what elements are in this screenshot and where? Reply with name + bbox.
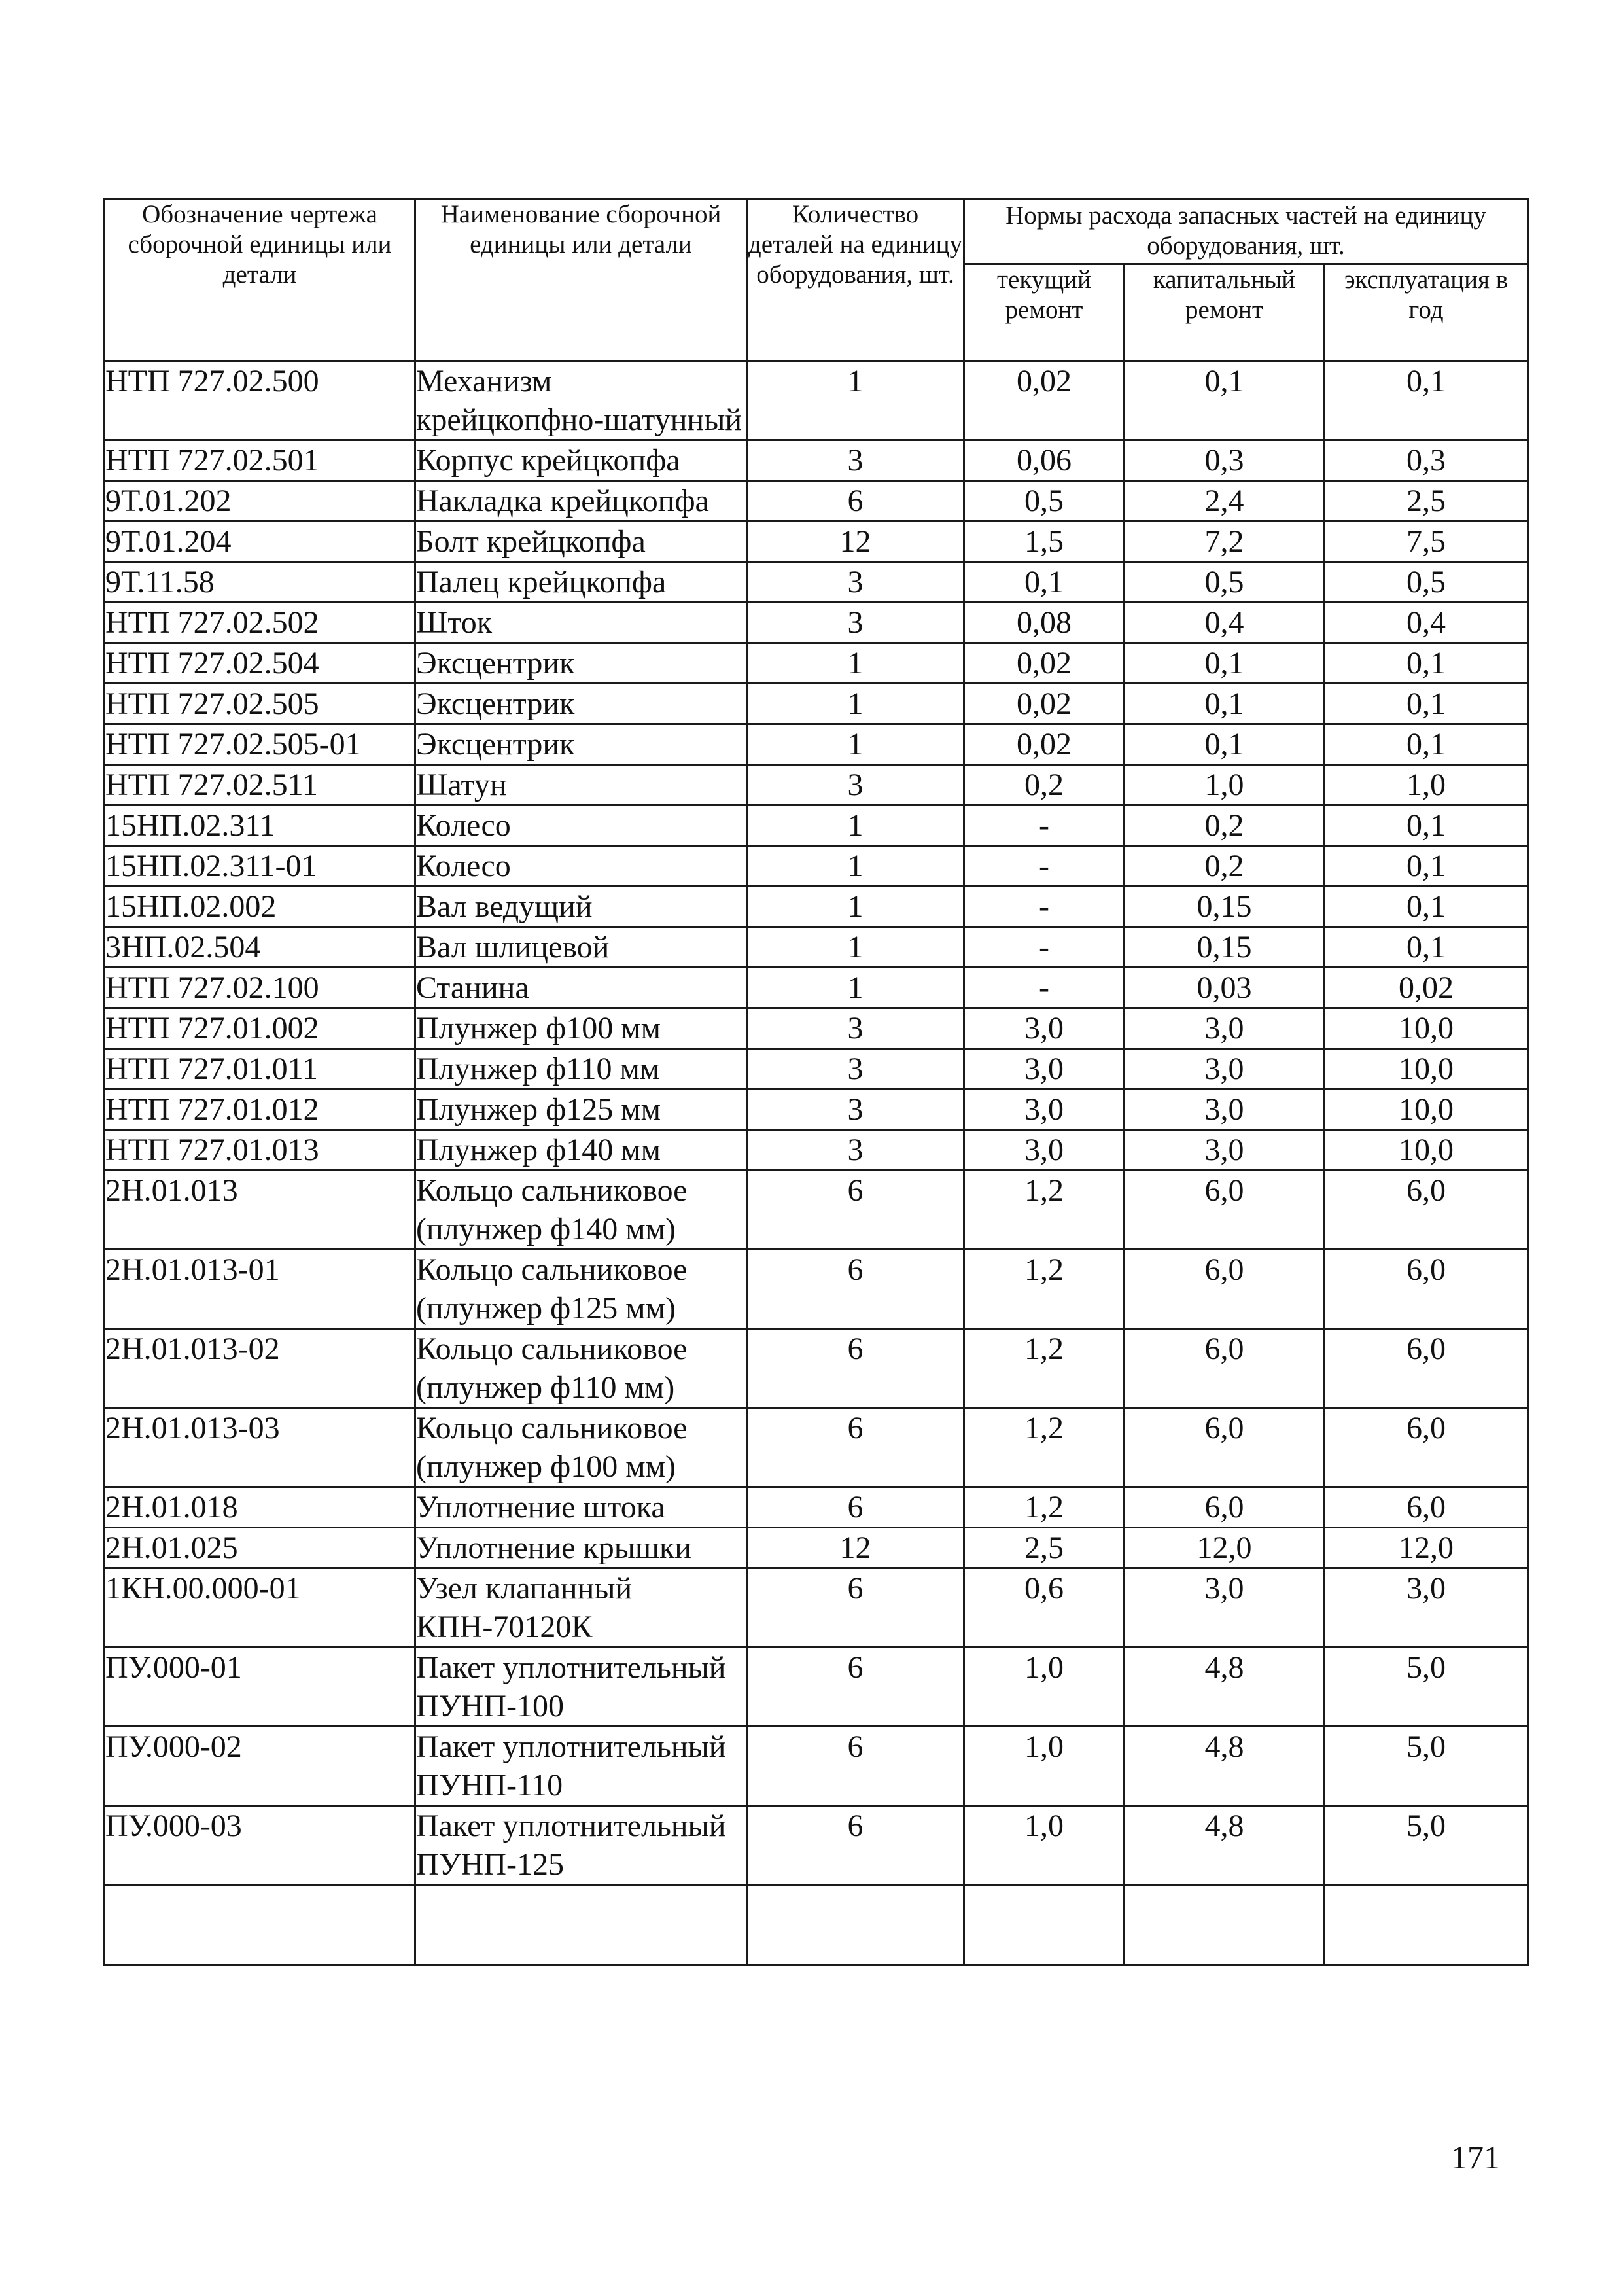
header-operation-year: эксплуатация в год — [1325, 264, 1528, 361]
operation-year-cell: 5,0 — [1325, 1648, 1528, 1727]
capital-repair-cell: 4,8 — [1125, 1727, 1325, 1806]
code-cell: НТП 727.01.011 — [105, 1049, 415, 1089]
operation-year-cell: 1,0 — [1325, 765, 1528, 805]
table-row — [105, 440, 1528, 481]
operation-year-cell: 0,4 — [1325, 603, 1528, 643]
current-repair-cell: 0,02 — [964, 684, 1125, 724]
name-cell: Эксцентрик — [415, 684, 747, 724]
empty-cell — [105, 1885, 415, 1966]
table-row — [105, 968, 1528, 1008]
table-row — [105, 1487, 1528, 1528]
capital-repair-cell: 6,0 — [1125, 1408, 1325, 1487]
qty-cell: 6 — [747, 1487, 964, 1528]
code-cell: ПУ.000-03 — [105, 1806, 415, 1885]
current-repair-cell: 0,08 — [964, 603, 1125, 643]
spare-parts-table — [103, 198, 1529, 1966]
operation-year-cell: 0,1 — [1325, 887, 1528, 927]
empty-cell — [1325, 1885, 1528, 1966]
capital-repair-cell: 0,1 — [1125, 361, 1325, 440]
current-repair-cell: 1,0 — [964, 1806, 1125, 1885]
name-cell: Кольцо сальниковое (плунжер ф140 мм) — [415, 1171, 747, 1250]
current-repair-cell: 0,06 — [964, 440, 1125, 481]
operation-year-cell: 5,0 — [1325, 1727, 1528, 1806]
table-row — [105, 361, 1528, 440]
code-cell: ПУ.000-01 — [105, 1648, 415, 1727]
capital-repair-cell: 0,15 — [1125, 887, 1325, 927]
code-cell: НТП 727.02.501 — [105, 440, 415, 481]
table-row — [105, 1049, 1528, 1089]
qty-cell: 6 — [747, 481, 964, 521]
name-cell: Плунжер ф100 мм — [415, 1008, 747, 1049]
table-row — [105, 846, 1528, 887]
header-capital-repair: капитальный ремонт — [1125, 264, 1325, 361]
current-repair-cell: 3,0 — [964, 1130, 1125, 1171]
qty-cell: 3 — [747, 562, 964, 603]
operation-year-cell: 7,5 — [1325, 521, 1528, 562]
operation-year-cell: 10,0 — [1325, 1130, 1528, 1171]
capital-repair-cell: 0,3 — [1125, 440, 1325, 481]
qty-cell: 3 — [747, 1008, 964, 1049]
header-qty: Количество деталей на единицу оборудования, шт. — [747, 199, 964, 361]
qty-cell: 1 — [747, 724, 964, 765]
capital-repair-cell: 4,8 — [1125, 1648, 1325, 1727]
current-repair-cell: 3,0 — [964, 1008, 1125, 1049]
name-cell: Пакет уплотнительный ПУНП-125 — [415, 1806, 747, 1885]
code-cell: 15НП.02.002 — [105, 887, 415, 927]
capital-repair-cell: 6,0 — [1125, 1329, 1325, 1408]
current-repair-cell: 3,0 — [964, 1049, 1125, 1089]
table-row — [105, 887, 1528, 927]
operation-year-cell: 0,1 — [1325, 846, 1528, 887]
current-repair-cell: 0,1 — [964, 562, 1125, 603]
qty-cell: 6 — [747, 1648, 964, 1727]
code-cell: НТП 727.01.002 — [105, 1008, 415, 1049]
code-cell: 9Т.11.58 — [105, 562, 415, 603]
qty-cell: 1 — [747, 968, 964, 1008]
current-repair-cell: - — [964, 927, 1125, 968]
operation-year-cell: 6,0 — [1325, 1250, 1528, 1329]
current-repair-cell: 1,2 — [964, 1487, 1125, 1528]
operation-year-cell: 0,1 — [1325, 805, 1528, 846]
code-cell: НТП 727.02.100 — [105, 968, 415, 1008]
name-cell: Вал шлицевой — [415, 927, 747, 968]
capital-repair-cell: 0,2 — [1125, 805, 1325, 846]
operation-year-cell: 6,0 — [1325, 1329, 1528, 1408]
current-repair-cell: - — [964, 846, 1125, 887]
current-repair-cell: - — [964, 805, 1125, 846]
code-cell: 15НП.02.311-01 — [105, 846, 415, 887]
table-row — [105, 1329, 1528, 1408]
code-cell: 9Т.01.204 — [105, 521, 415, 562]
table-body — [105, 361, 1528, 1966]
header-norms-group: Нормы расхода запасных частей на единицу оборудования, шт. — [964, 199, 1528, 264]
code-cell: НТП 727.02.511 — [105, 765, 415, 805]
current-repair-cell: 1,0 — [964, 1727, 1125, 1806]
code-cell: 2Н.01.013 — [105, 1171, 415, 1250]
qty-cell: 6 — [747, 1329, 964, 1408]
operation-year-cell: 0,1 — [1325, 927, 1528, 968]
capital-repair-cell: 0,1 — [1125, 643, 1325, 684]
name-cell: Узел клапанный КПН-70120К — [415, 1568, 747, 1648]
table-row — [105, 765, 1528, 805]
qty-cell: 6 — [747, 1171, 964, 1250]
name-cell: Накладка крейцкопфа — [415, 481, 747, 521]
current-repair-cell: 1,0 — [964, 1648, 1125, 1727]
name-cell: Уплотнение штока — [415, 1487, 747, 1528]
code-cell: НТП 727.01.013 — [105, 1130, 415, 1171]
qty-cell: 1 — [747, 887, 964, 927]
empty-cell — [1125, 1885, 1325, 1966]
capital-repair-cell: 0,03 — [1125, 968, 1325, 1008]
qty-cell: 1 — [747, 927, 964, 968]
qty-cell: 3 — [747, 440, 964, 481]
table-row — [105, 1089, 1528, 1130]
capital-repair-cell: 3,0 — [1125, 1130, 1325, 1171]
qty-cell: 1 — [747, 361, 964, 440]
current-repair-cell: - — [964, 968, 1125, 1008]
current-repair-cell: 0,02 — [964, 361, 1125, 440]
table-row — [105, 1171, 1528, 1250]
operation-year-cell: 0,1 — [1325, 724, 1528, 765]
table-row — [105, 805, 1528, 846]
table-row — [105, 1727, 1528, 1806]
capital-repair-cell: 3,0 — [1125, 1049, 1325, 1089]
qty-cell: 6 — [747, 1250, 964, 1329]
current-repair-cell: 0,02 — [964, 643, 1125, 684]
name-cell: Кольцо сальниковое (плунжер ф125 мм) — [415, 1250, 747, 1329]
current-repair-cell: 2,5 — [964, 1528, 1125, 1568]
current-repair-cell: 1,2 — [964, 1171, 1125, 1250]
capital-repair-cell: 6,0 — [1125, 1487, 1325, 1528]
name-cell: Плунжер ф110 мм — [415, 1049, 747, 1089]
capital-repair-cell: 3,0 — [1125, 1089, 1325, 1130]
table-row — [105, 1528, 1528, 1568]
operation-year-cell: 6,0 — [1325, 1487, 1528, 1528]
table-row — [105, 603, 1528, 643]
code-cell: 1КН.00.000-01 — [105, 1568, 415, 1648]
qty-cell: 6 — [747, 1806, 964, 1885]
current-repair-cell: 1,2 — [964, 1329, 1125, 1408]
code-cell: НТП 727.02.505-01 — [105, 724, 415, 765]
name-cell: Кольцо сальниковое (плунжер ф110 мм) — [415, 1329, 747, 1408]
name-cell: Эксцентрик — [415, 643, 747, 684]
qty-cell: 3 — [747, 1089, 964, 1130]
name-cell: Пакет уплотнительный ПУНП-110 — [415, 1727, 747, 1806]
capital-repair-cell: 6,0 — [1125, 1171, 1325, 1250]
table-header — [105, 199, 1528, 361]
empty-cell — [964, 1885, 1125, 1966]
table-row — [105, 521, 1528, 562]
operation-year-cell: 6,0 — [1325, 1171, 1528, 1250]
table-row — [105, 1250, 1528, 1329]
operation-year-cell: 0,3 — [1325, 440, 1528, 481]
capital-repair-cell: 3,0 — [1125, 1568, 1325, 1648]
page-number: 171 — [1451, 2139, 1500, 2176]
operation-year-cell: 0,1 — [1325, 643, 1528, 684]
table-row — [105, 1806, 1528, 1885]
current-repair-cell: 0,02 — [964, 724, 1125, 765]
operation-year-cell: 12,0 — [1325, 1528, 1528, 1568]
capital-repair-cell: 1,0 — [1125, 765, 1325, 805]
name-cell: Палец крейцкопфа — [415, 562, 747, 603]
operation-year-cell: 3,0 — [1325, 1568, 1528, 1648]
current-repair-cell: 0,5 — [964, 481, 1125, 521]
table-row — [105, 481, 1528, 521]
table-row-empty — [105, 1885, 1528, 1966]
code-cell: 15НП.02.311 — [105, 805, 415, 846]
name-cell: Шатун — [415, 765, 747, 805]
qty-cell: 3 — [747, 603, 964, 643]
name-cell: Вал ведущий — [415, 887, 747, 927]
name-cell: Уплотнение крышки — [415, 1528, 747, 1568]
qty-cell: 6 — [747, 1568, 964, 1648]
table-row — [105, 1648, 1528, 1727]
qty-cell: 1 — [747, 684, 964, 724]
operation-year-cell: 6,0 — [1325, 1408, 1528, 1487]
table-row — [105, 1008, 1528, 1049]
capital-repair-cell: 3,0 — [1125, 1008, 1325, 1049]
code-cell: 2Н.01.025 — [105, 1528, 415, 1568]
current-repair-cell: 0,2 — [964, 765, 1125, 805]
qty-cell: 12 — [747, 521, 964, 562]
capital-repair-cell: 4,8 — [1125, 1806, 1325, 1885]
table-row — [105, 1568, 1528, 1648]
qty-cell: 1 — [747, 643, 964, 684]
current-repair-cell: 1,2 — [964, 1250, 1125, 1329]
code-cell: ПУ.000-02 — [105, 1727, 415, 1806]
operation-year-cell: 10,0 — [1325, 1089, 1528, 1130]
operation-year-cell: 0,1 — [1325, 361, 1528, 440]
operation-year-cell: 2,5 — [1325, 481, 1528, 521]
qty-cell: 3 — [747, 1049, 964, 1089]
qty-cell: 12 — [747, 1528, 964, 1568]
current-repair-cell: 0,6 — [964, 1568, 1125, 1648]
capital-repair-cell: 6,0 — [1125, 1250, 1325, 1329]
qty-cell: 3 — [747, 1130, 964, 1171]
name-cell: Кольцо сальниковое (плунжер ф100 мм) — [415, 1408, 747, 1487]
qty-cell: 6 — [747, 1408, 964, 1487]
qty-cell: 1 — [747, 805, 964, 846]
code-cell: 2Н.01.013-02 — [105, 1329, 415, 1408]
capital-repair-cell: 12,0 — [1125, 1528, 1325, 1568]
qty-cell: 6 — [747, 1727, 964, 1806]
operation-year-cell: 10,0 — [1325, 1049, 1528, 1089]
name-cell: Механизм крейцкопфно-шатунный — [415, 361, 747, 440]
table-row — [105, 1130, 1528, 1171]
table-row — [105, 927, 1528, 968]
operation-year-cell: 0,02 — [1325, 968, 1528, 1008]
table-row — [105, 643, 1528, 684]
table-row — [105, 684, 1528, 724]
code-cell: НТП 727.02.505 — [105, 684, 415, 724]
capital-repair-cell: 2,4 — [1125, 481, 1325, 521]
name-cell: Плунжер ф140 мм — [415, 1130, 747, 1171]
name-cell: Пакет уплотнительный ПУНП-100 — [415, 1648, 747, 1727]
code-cell: НТП 727.01.012 — [105, 1089, 415, 1130]
name-cell: Колесо — [415, 805, 747, 846]
operation-year-cell: 5,0 — [1325, 1806, 1528, 1885]
code-cell: НТП 727.02.504 — [105, 643, 415, 684]
qty-cell: 3 — [747, 765, 964, 805]
name-cell: Болт крейцкопфа — [415, 521, 747, 562]
table-row — [105, 724, 1528, 765]
name-cell: Станина — [415, 968, 747, 1008]
name-cell: Плунжер ф125 мм — [415, 1089, 747, 1130]
header-current-repair: текущий ремонт — [964, 264, 1125, 361]
empty-cell — [415, 1885, 747, 1966]
table-row — [105, 562, 1528, 603]
operation-year-cell: 0,5 — [1325, 562, 1528, 603]
code-cell: НТП 727.02.500 — [105, 361, 415, 440]
header-code: Обозначение чертежа сборочной единицы или детали — [105, 199, 415, 361]
current-repair-cell: 3,0 — [964, 1089, 1125, 1130]
header-name: Наименование сборочной единицы или детали — [415, 199, 747, 361]
code-cell: НТП 727.02.502 — [105, 603, 415, 643]
qty-cell: 1 — [747, 846, 964, 887]
name-cell: Шток — [415, 603, 747, 643]
code-cell: 2Н.01.013-03 — [105, 1408, 415, 1487]
operation-year-cell: 10,0 — [1325, 1008, 1528, 1049]
capital-repair-cell: 7,2 — [1125, 521, 1325, 562]
code-cell: 9Т.01.202 — [105, 481, 415, 521]
current-repair-cell: 1,2 — [964, 1408, 1125, 1487]
capital-repair-cell: 0,5 — [1125, 562, 1325, 603]
code-cell: 2Н.01.018 — [105, 1487, 415, 1528]
code-cell: 3НП.02.504 — [105, 927, 415, 968]
capital-repair-cell: 0,1 — [1125, 684, 1325, 724]
capital-repair-cell: 0,1 — [1125, 724, 1325, 765]
code-cell: 2Н.01.013-01 — [105, 1250, 415, 1329]
empty-cell — [747, 1885, 964, 1966]
capital-repair-cell: 0,15 — [1125, 927, 1325, 968]
capital-repair-cell: 0,4 — [1125, 603, 1325, 643]
table-row — [105, 1408, 1528, 1487]
name-cell: Эксцентрик — [415, 724, 747, 765]
capital-repair-cell: 0,2 — [1125, 846, 1325, 887]
current-repair-cell: 1,5 — [964, 521, 1125, 562]
name-cell: Колесо — [415, 846, 747, 887]
current-repair-cell: - — [964, 887, 1125, 927]
operation-year-cell: 0,1 — [1325, 684, 1528, 724]
name-cell: Корпус крейцкопфа — [415, 440, 747, 481]
